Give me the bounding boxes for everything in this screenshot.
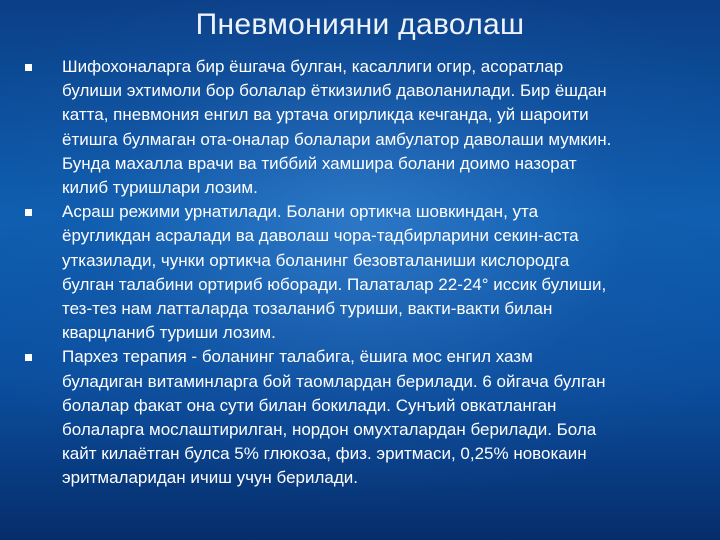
bullet-list (22, 55, 698, 491)
bullet-item (22, 55, 698, 200)
square-bullet-icon (25, 209, 32, 216)
slide-title: Пневмонияни даволаш (195, 8, 525, 41)
bullet-text: Асраш режими урнатилади. Болани ортикча шовкиндан, ута ёругликдан асралади ва даволаш чора-тадбирларини секин-аста утказилади, чунки ортикча боланинг безовталаниши кислородга булган талабини ортириб юборади. Палаталар 22-24° иссик булиши, тез-тез нам латталарда тозаланиб туриши, вакти-вакти билан кварцланиб туриши лозим. (62, 202, 607, 343)
bullet-text: Шифохоналарга бир ёшгача булган, касаллиги огир, асоратлар булиши эхтимоли бор болалар ёткизилиб даволанилади. Бир ёшдан катта, пневмония енгил ва уртача огирликда кечганда, уй шароити ётишга булмаган ота-оналар болалари амбулатор даволаши мумкин. Бунда махалла врачи ва тиббий хамшира болани доимо назорат килиб туришлари лозим. (62, 57, 612, 198)
bullet-item (22, 345, 698, 490)
square-bullet-icon (25, 64, 32, 71)
bullet-item (22, 200, 698, 345)
square-bullet-icon (25, 354, 32, 361)
bullet-text: Пархез терапия - боланинг талабига, ёшига мос енгил хазм буладиган витаминларга бой таомлардан берилади. 6 ойгача булган болалар факат она сути билан бокилади. Сунъий овкатланган болаларга мослаштирилган, нордон омухталардан берилади. Бола кайт килаётган булса 5% глюкоза, физ. эритмаси, 0,25% новокаин эритмаларидан ичиш учун берилади. (62, 347, 606, 488)
